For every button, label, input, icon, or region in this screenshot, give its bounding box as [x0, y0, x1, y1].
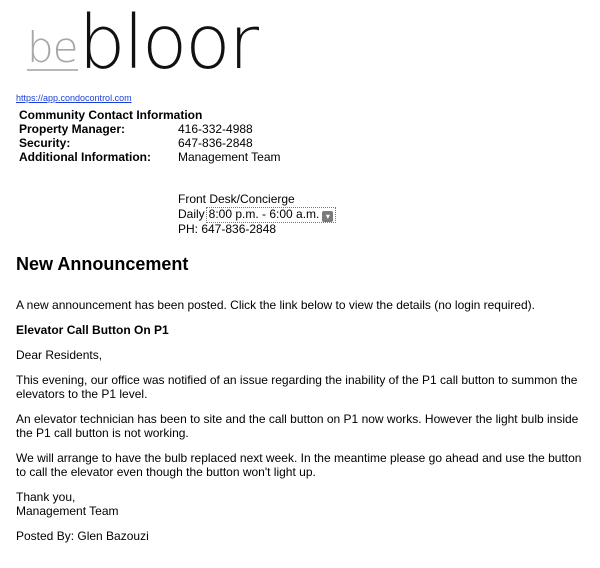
- logo-name: bloor: [78, 0, 258, 86]
- contact-value: 416-332-4988: [178, 122, 253, 136]
- bebloor-logo: [27, 0, 258, 86]
- contact-value: Management Team: [178, 150, 281, 164]
- announcement-body: [16, 298, 590, 554]
- front-desk-hours-row: [178, 207, 336, 223]
- contact-heading: Community Contact Information: [19, 108, 203, 122]
- hours-value: 8:00 p.m. - 6:00 a.m.: [208, 206, 320, 221]
- announcement-title: Elevator Call Button On P1: [16, 323, 169, 337]
- announcement-paragraph: An elevator technician has been to site and the call button on P1 now works. However the light bulb inside the P1 call button is not working.: [16, 412, 579, 440]
- signoff: [16, 490, 590, 518]
- condocontrol-link[interactable]: https://app.condocontrol.com: [16, 93, 132, 103]
- contact-value: 647-836-2848: [178, 136, 253, 150]
- contact-label: Additional Information:: [19, 150, 151, 164]
- contact-info: [19, 108, 281, 164]
- hours-prefix: Daily: [178, 206, 205, 221]
- front-desk-info: [178, 193, 336, 236]
- chevron-down-icon[interactable]: ▾: [322, 211, 333, 222]
- contact-label: Security:: [19, 136, 71, 150]
- announcement-paragraph: We will arrange to have the bulb replaced next week. In the meantime please go ahead and use the button to call the elevator even though the button won't light up.: [16, 451, 582, 479]
- page-title: New Announcement: [16, 254, 189, 274]
- signoff-line: Thank you,: [16, 490, 76, 504]
- contact-row: [19, 122, 281, 136]
- front-desk-phone: PH: 647-836-2848: [178, 221, 277, 236]
- contact-label: Property Manager:: [19, 122, 126, 136]
- contact-row: [19, 150, 281, 164]
- signoff-line: Management Team: [16, 504, 119, 518]
- posted-by: Posted By: Glen Bazouzi: [16, 529, 149, 543]
- announcement-paragraph: This evening, our office was notified of an issue regarding the inability of the P1 call button to summon the elevators to the P1 level.: [16, 373, 578, 401]
- announcement-intro: A new announcement has been posted. Click the link below to view the details (no login required).: [16, 298, 535, 312]
- contact-row: [19, 136, 281, 150]
- hours-select[interactable]: [206, 207, 337, 223]
- logo-prefix: be: [27, 23, 78, 72]
- greeting: Dear Residents,: [16, 348, 103, 362]
- front-desk-name: Front Desk/Concierge: [178, 192, 295, 206]
